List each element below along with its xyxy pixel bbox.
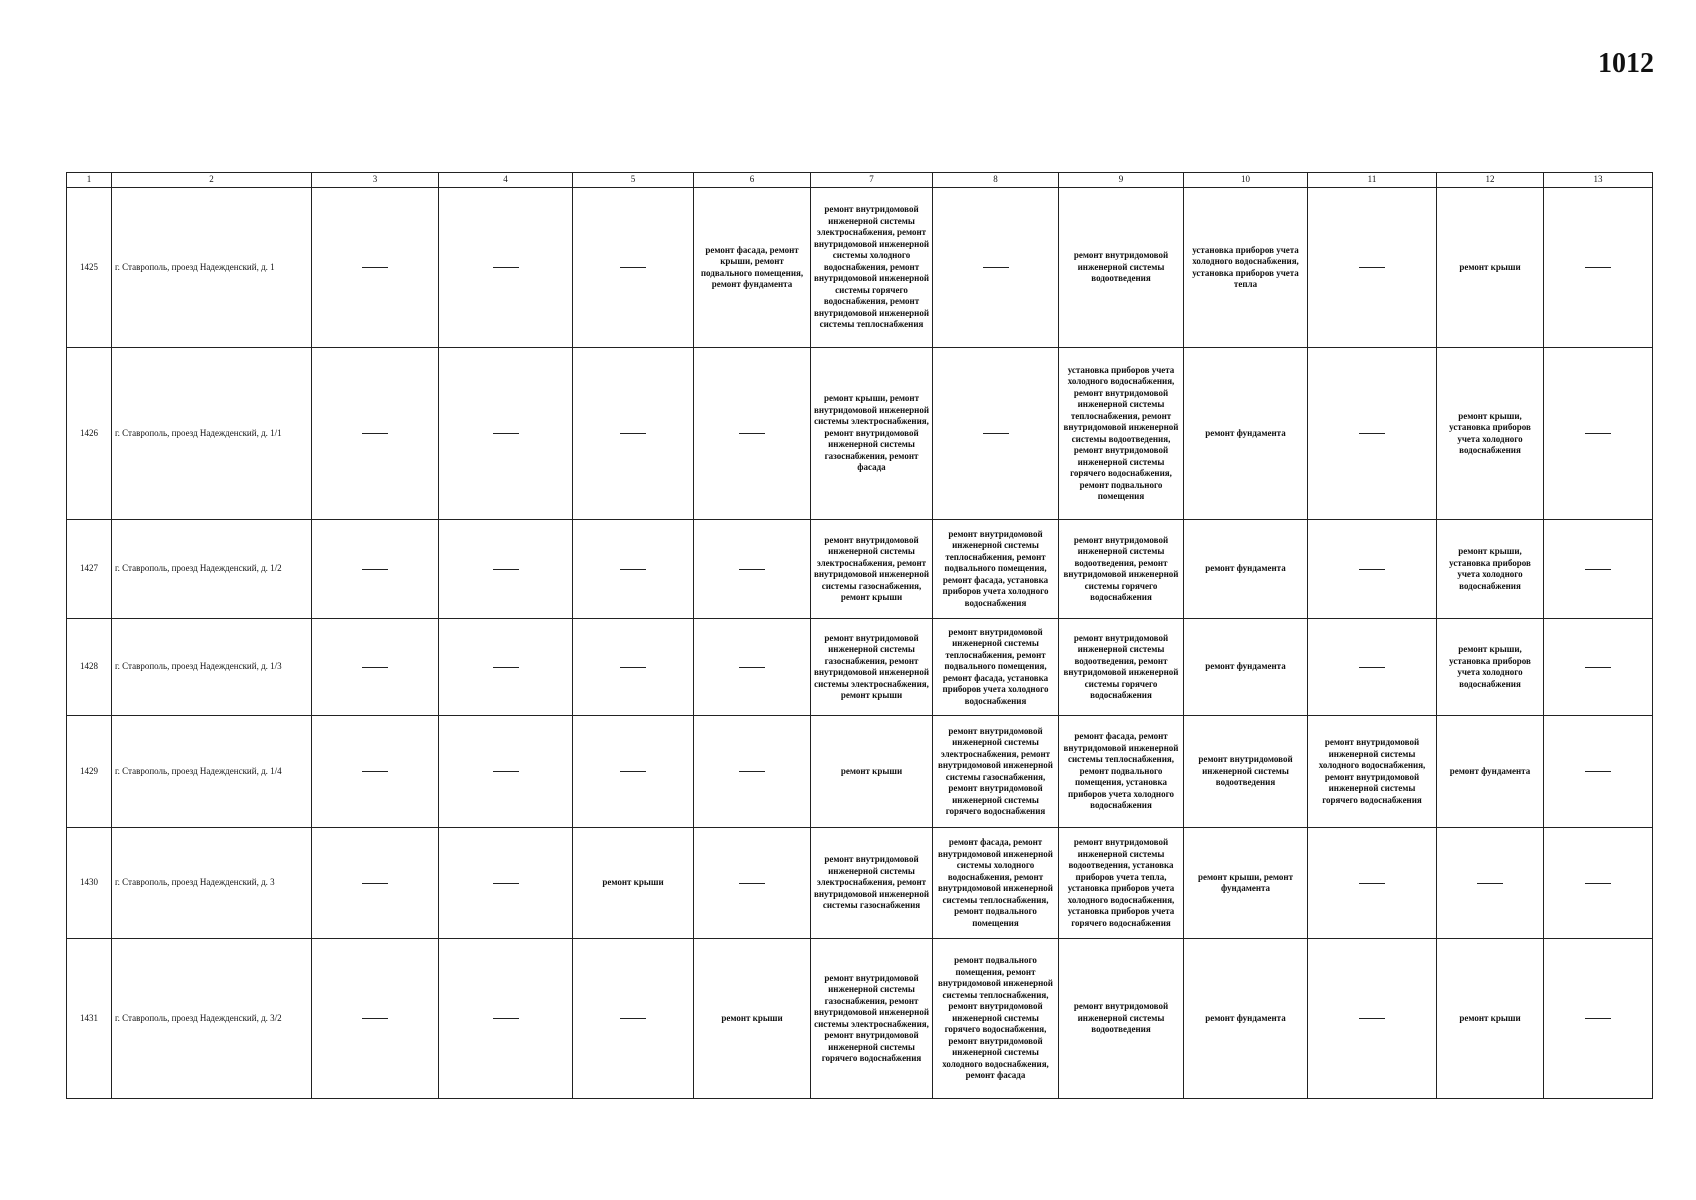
- address-cell: г. Ставрополь, проезд Надежденский, д. 1/1: [112, 348, 312, 520]
- address-cell: г. Ставрополь, проезд Надежденский, д. 1/4: [112, 716, 312, 828]
- row-number: 1430: [67, 828, 112, 939]
- empty-dash-cell: [439, 348, 573, 520]
- work-description-cell: ремонт крыши: [1437, 939, 1544, 1099]
- address-cell: г. Ставрополь, проезд Надежденский, д. 1: [112, 188, 312, 348]
- work-description-cell: ремонт крыши, установка приборов учета холодного водоснабжения: [1437, 619, 1544, 716]
- empty-dash-cell: [1308, 520, 1437, 619]
- work-description-cell: ремонт фасада, ремонт крыши, ремонт подвального помещения, ремонт фундамента: [694, 188, 811, 348]
- dash-mark: [620, 267, 646, 268]
- work-description-cell: ремонт фундамента: [1184, 520, 1308, 619]
- empty-dash-cell: [312, 348, 439, 520]
- empty-dash-cell: [573, 939, 694, 1099]
- table-row: [67, 520, 1653, 619]
- table-row: [67, 828, 1653, 939]
- work-description-cell: ремонт крыши: [694, 939, 811, 1099]
- work-description-cell: ремонт внутридомовой инженерной системы водоотведения, ремонт внутридомовой инженерной системы горячего водоснабжения: [1059, 619, 1184, 716]
- empty-dash-cell: [573, 716, 694, 828]
- empty-dash-cell: [439, 828, 573, 939]
- dash-mark: [739, 883, 765, 884]
- work-description-cell: ремонт крыши, ремонт внутридомовой инженерной системы электроснабжения, ремонт внутридомовой инженерной системы газоснабжения, ремонт фасада: [811, 348, 933, 520]
- work-description-cell: ремонт внутридомовой инженерной системы газоснабжения, ремонт внутридомовой инженерной системы электроснабжения, ремонт крыши: [811, 619, 933, 716]
- row-number: 1431: [67, 939, 112, 1099]
- empty-dash-cell: [1308, 188, 1437, 348]
- dash-mark: [1585, 667, 1611, 668]
- column-header: 12: [1437, 173, 1544, 188]
- work-description-cell: ремонт фасада, ремонт внутридомовой инженерной системы теплоснабжения, ремонт подвального помещения, установка приборов учета холодного водоснабжения: [1059, 716, 1184, 828]
- row-number: 1426: [67, 348, 112, 520]
- work-description-cell: ремонт крыши: [573, 828, 694, 939]
- column-header: 1: [67, 173, 112, 188]
- dash-mark: [739, 667, 765, 668]
- empty-dash-cell: [1308, 828, 1437, 939]
- table-row: [67, 939, 1653, 1099]
- dash-mark: [493, 771, 519, 772]
- work-description-cell: ремонт внутридомовой инженерной системы электроснабжения, ремонт внутридомовой инженерной системы газоснабжения, ремонт крыши: [811, 520, 933, 619]
- page-number: 1012: [1598, 48, 1654, 79]
- empty-dash-cell: [1437, 828, 1544, 939]
- work-description-cell: ремонт внутридомовой инженерной системы водоотведения, ремонт внутридомовой инженерной системы горячего водоснабжения: [1059, 520, 1184, 619]
- empty-dash-cell: [1308, 939, 1437, 1099]
- empty-dash-cell: [312, 188, 439, 348]
- work-description-cell: ремонт крыши: [1437, 188, 1544, 348]
- dash-mark: [620, 433, 646, 434]
- repair-schedule-table-container: [66, 172, 1653, 1099]
- table-row: [67, 716, 1653, 828]
- work-description-cell: ремонт внутридомовой инженерной системы электроснабжения, ремонт внутридомовой инженерной системы холодного водоснабжения, ремонт внутридомовой инженерной системы горячего водоснабжения, ремонт внутридомовой инженерной системы теплоснабжения: [811, 188, 933, 348]
- work-description-cell: ремонт фасада, ремонт внутридомовой инженерной системы холодного водоснабжения, ремонт внутридомовой инженерной системы теплоснабжения, ремонт подвального помещения: [933, 828, 1059, 939]
- empty-dash-cell: [439, 716, 573, 828]
- dash-mark: [362, 771, 388, 772]
- work-description-cell: ремонт крыши, установка приборов учета холодного водоснабжения: [1437, 520, 1544, 619]
- dash-mark: [1585, 1018, 1611, 1019]
- work-description-cell: ремонт подвального помещения, ремонт внутридомовой инженерной системы теплоснабжения, ремонт внутридомовой инженерной системы горячего водоснабжения, ремонт внутридомовой инженерной системы холодного водоснабжения, ремонт фасада: [933, 939, 1059, 1099]
- empty-dash-cell: [694, 348, 811, 520]
- table-row: [67, 348, 1653, 520]
- empty-dash-cell: [439, 619, 573, 716]
- empty-dash-cell: [694, 520, 811, 619]
- column-header: 9: [1059, 173, 1184, 188]
- empty-dash-cell: [1308, 348, 1437, 520]
- dash-mark: [1585, 267, 1611, 268]
- dash-mark: [362, 667, 388, 668]
- dash-mark: [493, 433, 519, 434]
- work-description-cell: ремонт внутридомовой инженерной системы водоотведения: [1059, 188, 1184, 348]
- column-header: 6: [694, 173, 811, 188]
- address-cell: г. Ставрополь, проезд Надежденский, д. 1/2: [112, 520, 312, 619]
- dash-mark: [739, 569, 765, 570]
- dash-mark: [1359, 569, 1385, 570]
- dash-mark: [983, 433, 1009, 434]
- dash-mark: [739, 433, 765, 434]
- dash-mark: [620, 667, 646, 668]
- dash-mark: [493, 883, 519, 884]
- dash-mark: [362, 267, 388, 268]
- work-description-cell: ремонт внутридомовой инженерной системы теплоснабжения, ремонт подвального помещения, ремонт фасада, установка приборов учета холодного водоснабжения: [933, 619, 1059, 716]
- column-header: 13: [1544, 173, 1653, 188]
- work-description-cell: ремонт крыши: [811, 716, 933, 828]
- dash-mark: [983, 267, 1009, 268]
- dash-mark: [1359, 883, 1385, 884]
- address-cell: г. Ставрополь, проезд Надежденский, д. 3: [112, 828, 312, 939]
- empty-dash-cell: [1544, 520, 1653, 619]
- column-header: 10: [1184, 173, 1308, 188]
- empty-dash-cell: [1544, 348, 1653, 520]
- empty-dash-cell: [1544, 716, 1653, 828]
- dash-mark: [362, 1018, 388, 1019]
- address-cell: г. Ставрополь, проезд Надежденский, д. 1/3: [112, 619, 312, 716]
- work-description-cell: ремонт внутридомовой инженерной системы газоснабжения, ремонт внутридомовой инженерной системы электроснабжения, ремонт внутридомовой инженерной системы горячего водоснабжения: [811, 939, 933, 1099]
- dash-mark: [1585, 771, 1611, 772]
- repair-schedule-table: [66, 172, 1653, 1099]
- column-header: 11: [1308, 173, 1437, 188]
- empty-dash-cell: [439, 188, 573, 348]
- dash-mark: [739, 771, 765, 772]
- dash-mark: [1359, 1018, 1385, 1019]
- empty-dash-cell: [312, 716, 439, 828]
- empty-dash-cell: [1544, 188, 1653, 348]
- dash-mark: [1359, 433, 1385, 434]
- empty-dash-cell: [312, 520, 439, 619]
- empty-dash-cell: [439, 520, 573, 619]
- dash-mark: [362, 883, 388, 884]
- empty-dash-cell: [694, 828, 811, 939]
- work-description-cell: ремонт фундамента: [1184, 939, 1308, 1099]
- dash-mark: [1477, 883, 1503, 884]
- work-description-cell: ремонт крыши, установка приборов учета холодного водоснабжения: [1437, 348, 1544, 520]
- work-description-cell: ремонт внутридомовой инженерной системы холодного водоснабжения, ремонт внутридомовой инженерной системы горячего водоснабжения: [1308, 716, 1437, 828]
- work-description-cell: ремонт внутридомовой инженерной системы водоотведения, установка приборов учета тепла, установка приборов учета холодного водоснабжения, установка приборов учета горячего водоснабжения: [1059, 828, 1184, 939]
- work-description-cell: ремонт внутридомовой инженерной системы теплоснабжения, ремонт подвального помещения, ремонт фасада, установка приборов учета холодного водоснабжения: [933, 520, 1059, 619]
- column-header: 2: [112, 173, 312, 188]
- work-description-cell: ремонт крыши, ремонт фундамента: [1184, 828, 1308, 939]
- dash-mark: [1585, 569, 1611, 570]
- work-description-cell: ремонт внутридомовой инженерной системы водоотведения: [1059, 939, 1184, 1099]
- dash-mark: [493, 1018, 519, 1019]
- empty-dash-cell: [573, 348, 694, 520]
- dash-mark: [620, 569, 646, 570]
- empty-dash-cell: [312, 619, 439, 716]
- dash-mark: [1585, 433, 1611, 434]
- address-cell: г. Ставрополь, проезд Надежденский, д. 3/2: [112, 939, 312, 1099]
- dash-mark: [1359, 267, 1385, 268]
- empty-dash-cell: [694, 716, 811, 828]
- table-row: [67, 619, 1653, 716]
- dash-mark: [620, 771, 646, 772]
- dash-mark: [362, 433, 388, 434]
- empty-dash-cell: [573, 188, 694, 348]
- row-number: 1428: [67, 619, 112, 716]
- column-header: 5: [573, 173, 694, 188]
- column-number-header-row: [67, 173, 1653, 188]
- work-description-cell: установка приборов учета холодного водоснабжения, ремонт внутридомовой инженерной системы теплоснабжения, ремонт внутридомовой инженерной системы водоотведения, ремонт внутридомовой инженерной системы горячего водоснабжения, ремонт подвального помещения: [1059, 348, 1184, 520]
- work-description-cell: установка приборов учета холодного водоснабжения, установка приборов учета тепла: [1184, 188, 1308, 348]
- empty-dash-cell: [1544, 619, 1653, 716]
- row-number: 1429: [67, 716, 112, 828]
- column-header: 7: [811, 173, 933, 188]
- empty-dash-cell: [573, 520, 694, 619]
- dash-mark: [1585, 883, 1611, 884]
- empty-dash-cell: [573, 619, 694, 716]
- table-body: [67, 173, 1653, 1099]
- empty-dash-cell: [312, 828, 439, 939]
- empty-dash-cell: [312, 939, 439, 1099]
- empty-dash-cell: [439, 939, 573, 1099]
- row-number: 1425: [67, 188, 112, 348]
- work-description-cell: ремонт внутридомовой инженерной системы электроснабжения, ремонт внутридомовой инженерной системы газоснабжения, ремонт внутридомовой инженерной системы горячего водоснабжения: [933, 716, 1059, 828]
- work-description-cell: ремонт фундамента: [1184, 348, 1308, 520]
- column-header: 8: [933, 173, 1059, 188]
- empty-dash-cell: [933, 348, 1059, 520]
- column-header: 4: [439, 173, 573, 188]
- empty-dash-cell: [1308, 619, 1437, 716]
- empty-dash-cell: [1544, 828, 1653, 939]
- work-description-cell: ремонт внутридомовой инженерной системы водоотведения: [1184, 716, 1308, 828]
- work-description-cell: ремонт фундамента: [1437, 716, 1544, 828]
- dash-mark: [493, 267, 519, 268]
- dash-mark: [493, 667, 519, 668]
- column-header: 3: [312, 173, 439, 188]
- empty-dash-cell: [1544, 939, 1653, 1099]
- empty-dash-cell: [933, 188, 1059, 348]
- empty-dash-cell: [694, 619, 811, 716]
- dash-mark: [620, 1018, 646, 1019]
- work-description-cell: ремонт фундамента: [1184, 619, 1308, 716]
- table-row: [67, 188, 1653, 348]
- dash-mark: [362, 569, 388, 570]
- dash-mark: [1359, 667, 1385, 668]
- work-description-cell: ремонт внутридомовой инженерной системы электроснабжения, ремонт внутридомовой инженерной системы газоснабжения: [811, 828, 933, 939]
- row-number: 1427: [67, 520, 112, 619]
- dash-mark: [493, 569, 519, 570]
